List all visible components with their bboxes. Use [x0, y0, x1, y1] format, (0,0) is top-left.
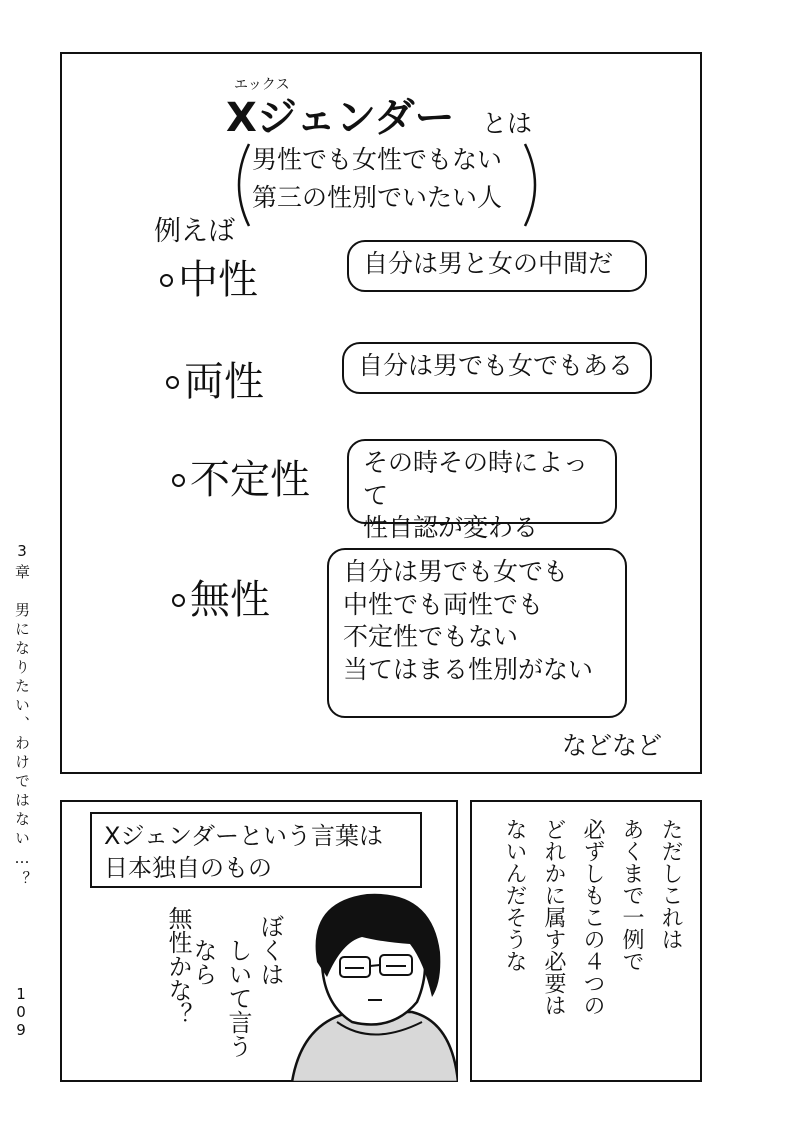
- chapter-label: 3章: [13, 542, 31, 583]
- bubble-line: 不定性でもない: [343, 622, 519, 651]
- caption-sign: [90, 812, 422, 888]
- speech-bubble-neutral: [347, 240, 647, 292]
- bubble-line: その時その時によって: [363, 448, 589, 510]
- sign-line-1: Xジェンダーという言葉は: [104, 822, 384, 850]
- chapter-title: 男になりたい、わけではない…？: [13, 602, 31, 890]
- bubble-line: 自分は男と女の中間だ: [363, 249, 614, 278]
- definition-line-1: 男性でも女性でもない: [252, 145, 503, 174]
- bullet-4: [172, 594, 185, 607]
- bubble-line: 自分は男でも女でもある: [358, 351, 634, 380]
- boy-character: [282, 882, 458, 1082]
- term-bigender: 両性: [184, 359, 264, 405]
- term-neutral: 中性: [178, 257, 258, 303]
- speech-bubble-genderfluid: [347, 439, 617, 542]
- top-panel: [60, 52, 702, 774]
- bullet-2: [166, 376, 179, 389]
- example-label: 例えば: [154, 216, 235, 247]
- narration-col: どれかに属す必要は: [541, 818, 566, 1016]
- thought-col-1: ぼくは: [256, 914, 284, 986]
- thought-text: [160, 906, 300, 1074]
- bottom-right-panel: [470, 800, 702, 1082]
- narration-col: あくまで一例で: [619, 818, 644, 972]
- page-number: 109: [12, 985, 30, 1039]
- etc-label: などなど: [562, 731, 663, 760]
- thought-col-3: 無性かな？: [164, 906, 192, 1026]
- definition-line-2: 第三の性別でいたい人: [252, 183, 503, 212]
- bubble-line: 性自認が変わる: [363, 513, 539, 542]
- side-caption: [12, 542, 33, 890]
- heading-title: Xジェンダー: [226, 95, 455, 141]
- term-genderfluid: 不定性: [190, 457, 310, 503]
- heading-toha: とは: [482, 109, 533, 138]
- sign-line-2: 日本独自のもの: [104, 854, 272, 883]
- bullet-1: [160, 274, 173, 287]
- bubble-line: 自分は男でも女でも: [343, 557, 569, 586]
- speech-bubble-agender: [327, 548, 627, 718]
- speech-bubble-bigender: [342, 342, 652, 394]
- narration-block: [499, 818, 686, 1068]
- bottom-left-panel: [60, 800, 458, 1082]
- narration-col: ただしこれは: [658, 818, 683, 950]
- narration-col: 必ずしもこの４つの: [580, 818, 605, 1016]
- term-agender: 無性: [190, 577, 270, 623]
- bubble-line: 中性でも両性でも: [343, 589, 544, 619]
- bubble-line: 当てはまる性別がない: [343, 654, 594, 684]
- bullet-3: [172, 474, 185, 487]
- narration-col: ないんだそうな: [502, 818, 527, 972]
- thought-col-2: しいて言うなら: [189, 938, 252, 1058]
- ruby-text: エックス: [234, 77, 290, 93]
